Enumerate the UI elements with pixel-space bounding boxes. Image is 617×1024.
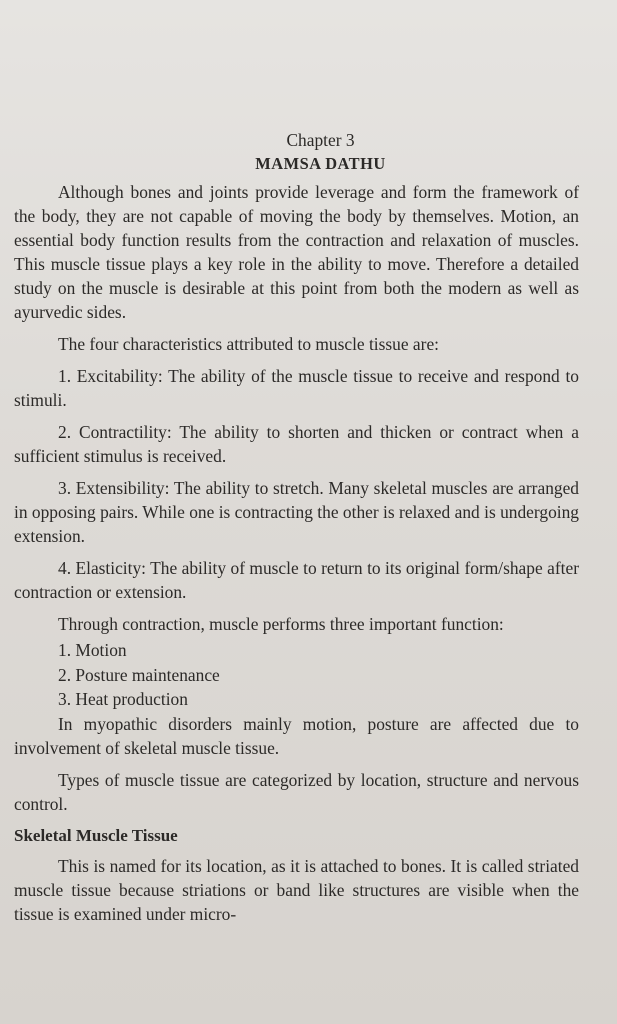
chapter-label: Chapter 3 <box>286 130 355 150</box>
paragraph-intro: Although bones and joints provide leverage and form the framework of the body, they are not capable of moving the body by themselves. Motion, an essential body function results from the contraction and relaxation of muscles. This muscle tissue plays a key role in the ability to move. Therefore a detailed study on the muscle is desirable at this point from both the modern as well as ayurvedic sides. <box>14 182 579 322</box>
chapter-title: MAMSA DATHU <box>255 154 386 173</box>
paragraph-extensibility: 3. Extensibility: The ability to stretch. Many skeletal muscles are arranged in opposing pairs. While one is contracting the other is relaxed and is undergoing extension. <box>14 478 579 546</box>
paragraph-types: Types of muscle tissue are categorized by location, structure and nervous control. <box>14 769 579 814</box>
paragraph-characteristics-intro: The four characteristics attributed to muscle tissue are: <box>58 334 439 354</box>
paragraph-functions-intro: Through contraction, muscle performs three important function: <box>58 614 504 634</box>
paragraph-myopathic: In myopathic disorders mainly motion, posture are affected due to involvement of skeletal muscle tissue. <box>14 713 579 758</box>
functions-list <box>14 638 579 712</box>
list-item: 1. Motion <box>58 640 127 660</box>
paragraph-elasticity: 4. Elasticity: The ability of muscle to return to its original form/shape after contraction or extension. <box>14 558 579 602</box>
section-heading-skeletal: Skeletal Muscle Tissue <box>14 825 178 845</box>
list-item: 3. Heat production <box>58 689 188 709</box>
paragraph-excitability: 1. Excitability: The ability of the muscle tissue to receive and respond to stimuli. <box>14 366 579 410</box>
paragraph-skeletal: This is named for its location, as it is attached to bones. It is called striated muscle tissue because striations or band like structures are visible when the tissue is examined under micro- <box>14 855 579 924</box>
list-item: 2. Posture maintenance <box>58 664 220 685</box>
page-content <box>14 128 579 934</box>
paragraph-contractility: 2. Contractility: The ability to shorten and thicken or contract when a sufficient stimulus is received. <box>14 422 579 466</box>
